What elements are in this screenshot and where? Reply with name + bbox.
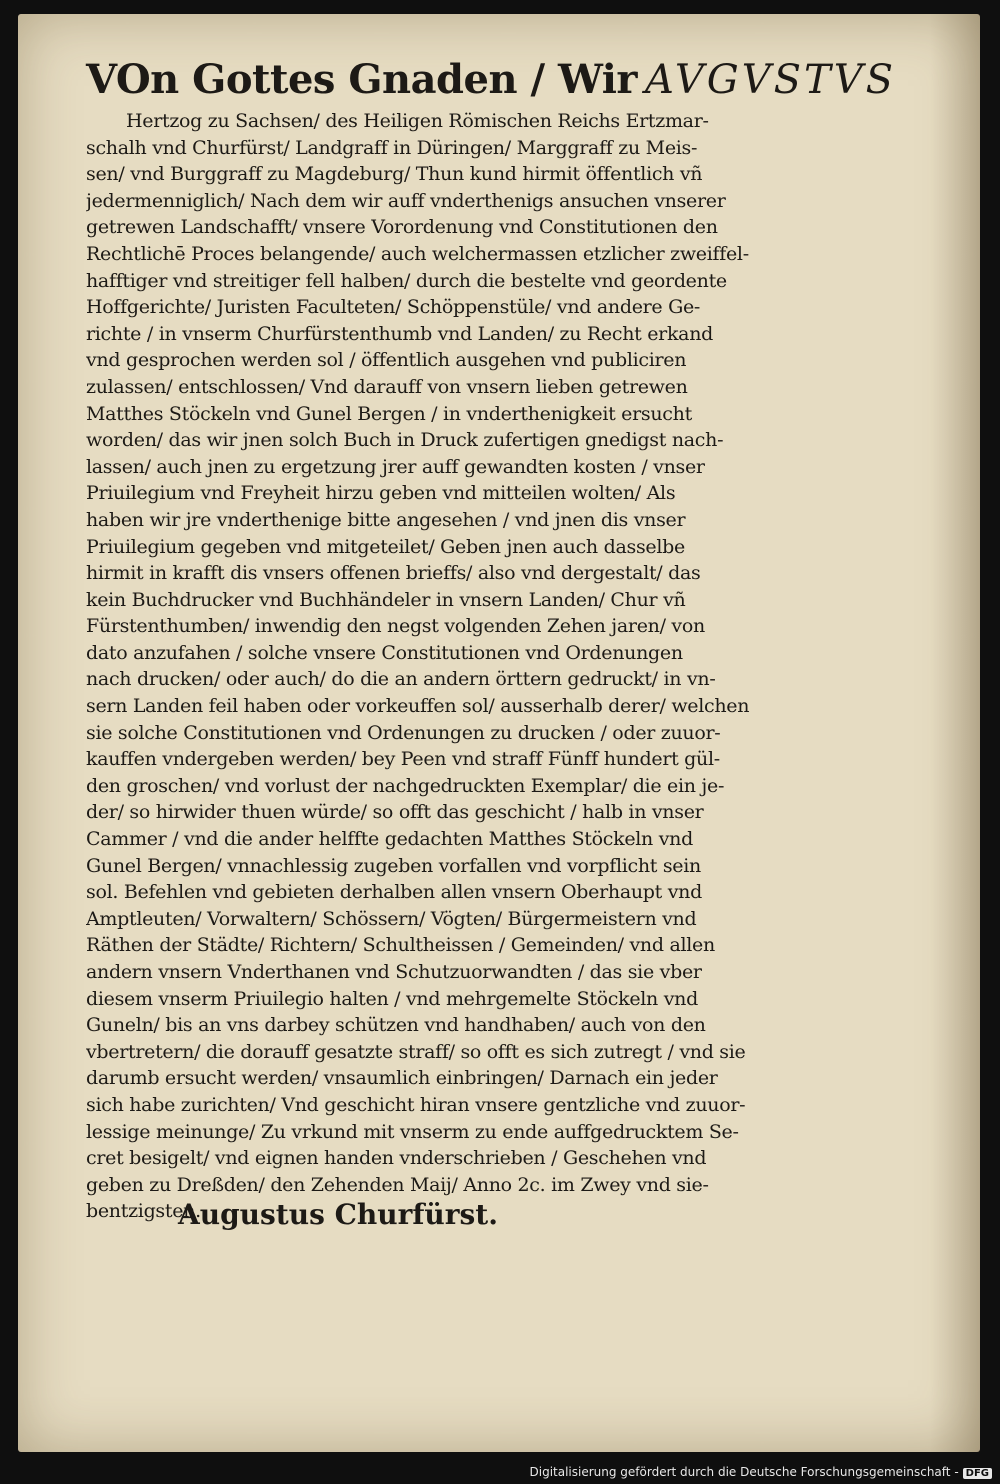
text-line: kauffen vndergeben werden/ bey Peen vnd straff Fünff hundert gül- bbox=[86, 748, 720, 771]
text-line: jedermenniglich/ Nach dem wir auff vnderthenigs ansuchen vnserer bbox=[86, 189, 726, 212]
text-line: geben zu Dreßden/ den Zehenden Maij/ Anno 2c. im Zwey vnd sie- bbox=[86, 1173, 709, 1196]
text-line: lassen/ auch jnen zu ergetzung jrer auff gewandten kosten / vnser bbox=[86, 455, 705, 478]
text-line: der/ so hirwider thuen würde/ so offt das geschicht / halb in vnser bbox=[86, 801, 704, 824]
text-line: Priuilegium vnd Freyheit hirzu geben vnd mitteilen wolten/ Als bbox=[86, 482, 676, 505]
document-heading bbox=[86, 52, 896, 108]
text-line: sie solche Constitutionen vnd Ordenungen zu drucken / oder zuuor- bbox=[86, 721, 721, 744]
text-line: vnd gesprochen werden sol / öffentlich ausgehen vnd publiciren bbox=[86, 349, 687, 372]
text-line: diesem vnserm Priuilegio halten / vnd mehrgemelte Stöckeln vnd bbox=[86, 987, 698, 1010]
text-line: richte / in vnserm Churfürstenthumb vnd Landen/ zu Recht erkand bbox=[86, 322, 713, 345]
text-line: den groschen/ vnd vorlust der nachgedruckten Exemplar/ die ein je- bbox=[86, 774, 725, 797]
text-line: haben wir jre vnderthenige bitte angesehen / vnd jnen dis vnser bbox=[86, 508, 686, 531]
text-line: Hertzog zu Sachsen/ des Heiligen Römischen Reichs Ertzmar- bbox=[126, 110, 709, 132]
text-line: kein Buchdrucker vnd Buchhändeler in vnsern Landen/ Chur vñ bbox=[86, 588, 686, 611]
text-line: hirmit in krafft dis vnsers offenen brieffs/ also vnd dergestalt/ das bbox=[86, 562, 701, 585]
text-line: Cammer / vnd die ander helffte gedachten Matthes Stöckeln vnd bbox=[86, 828, 693, 851]
text-line: Guneln/ bis an vns darbey schützen vnd handhaben/ auch von den bbox=[86, 1014, 706, 1037]
text-line: sol. Befehlen vnd gebieten derhalben allen vnsern Oberhaupt vnd bbox=[86, 881, 702, 904]
text-line: Rechtlichē Proces belangende/ auch welchermassen etzlicher zweiffel- bbox=[86, 242, 749, 265]
heading-text: VOn Gottes Gnaden / Wir bbox=[86, 56, 637, 103]
text-line: hafftiger vnd streitiger fell halben/ durch die bestelte vnd geordente bbox=[86, 269, 727, 292]
heading-name: AVGVSTVS bbox=[644, 57, 896, 103]
text-line: Matthes Stöckeln vnd Gunel Bergen / in vnderthenigkeit ersucht bbox=[86, 402, 692, 425]
text-line: schalh vnd Churfürst/ Landgraff in Düringen/ Marggraff zu Meis- bbox=[86, 136, 698, 159]
text-line: Räthen der Städte/ Richtern/ Schultheissen / Gemeinden/ vnd allen bbox=[86, 934, 715, 957]
footer-text: Digitalisierung gefördert durch die Deutsche Forschungsgemeinschaft - bbox=[529, 1465, 959, 1479]
text-line: darumb ersucht werden/ vnsaumlich einbringen/ Darnach ein jeder bbox=[86, 1067, 718, 1090]
text-line: Gunel Bergen/ vnnachlessig zugeben vorfallen vnd vorpflicht sein bbox=[86, 854, 701, 877]
text-line: sich habe zurichten/ Vnd geschicht hiran vnsere gentzliche vnd zuuor- bbox=[86, 1093, 746, 1116]
text-line: Amptleuten/ Vorwaltern/ Schössern/ Vögten/ Bürgermeistern vnd bbox=[86, 907, 697, 930]
footer-credit bbox=[530, 1465, 993, 1479]
signature: Augustus Churfürst. bbox=[178, 1198, 498, 1231]
text-line: dato anzufahen / solche vnsere Constitutionen vnd Ordenungen bbox=[86, 641, 683, 664]
text-line: Fürstenthumben/ inwendig den negst volgenden Zehen jaren/ von bbox=[86, 615, 705, 638]
text-line: sen/ vnd Burggraff zu Magdeburg/ Thun kund hirmit öffentlich vñ bbox=[86, 163, 703, 186]
text-line: getrewen Landschafft/ vnsere Vorordenung vnd Constitutionen den bbox=[86, 216, 718, 239]
text-line: zulassen/ entschlossen/ Vnd darauff von vnsern lieben getrewen bbox=[86, 375, 688, 398]
privilege-text bbox=[86, 52, 896, 1225]
dfg-logo: DFG bbox=[963, 1468, 992, 1479]
body-lines bbox=[86, 108, 846, 1225]
text-line: vbertretern/ die dorauff gesatzte straff/ so offt es sich zutregt / vnd sie bbox=[86, 1040, 746, 1063]
text-line: andern vnsern Vnderthanen vnd Schutzuorwandten / das sie vber bbox=[86, 961, 702, 983]
text-line: cret besigelt/ vnd eignen handen vnderschrieben / Geschehen vnd bbox=[86, 1147, 707, 1170]
text-line: lessige meinunge/ Zu vrkund mit vnserm zu ende auffgedrucktem Se- bbox=[86, 1120, 739, 1143]
text-line: worden/ das wir jnen solch Buch in Druck zufertigen gnedigst nach- bbox=[86, 429, 724, 452]
text-line: bentzigsten. bbox=[86, 1200, 201, 1223]
text-line: sern Landen feil haben oder vorkeuffen sol/ ausserhalb derer/ welchen bbox=[86, 695, 750, 718]
text-line: Hoffgerichte/ Juristen Faculteten/ Schöppenstüle/ vnd andere Ge- bbox=[86, 296, 701, 319]
text-line: Priuilegium gegeben vnd mitgeteilet/ Geben jnen auch dasselbe bbox=[86, 535, 685, 558]
text-line: nach drucken/ oder auch/ do die an andern örttern gedruckt/ in vn- bbox=[86, 668, 716, 691]
